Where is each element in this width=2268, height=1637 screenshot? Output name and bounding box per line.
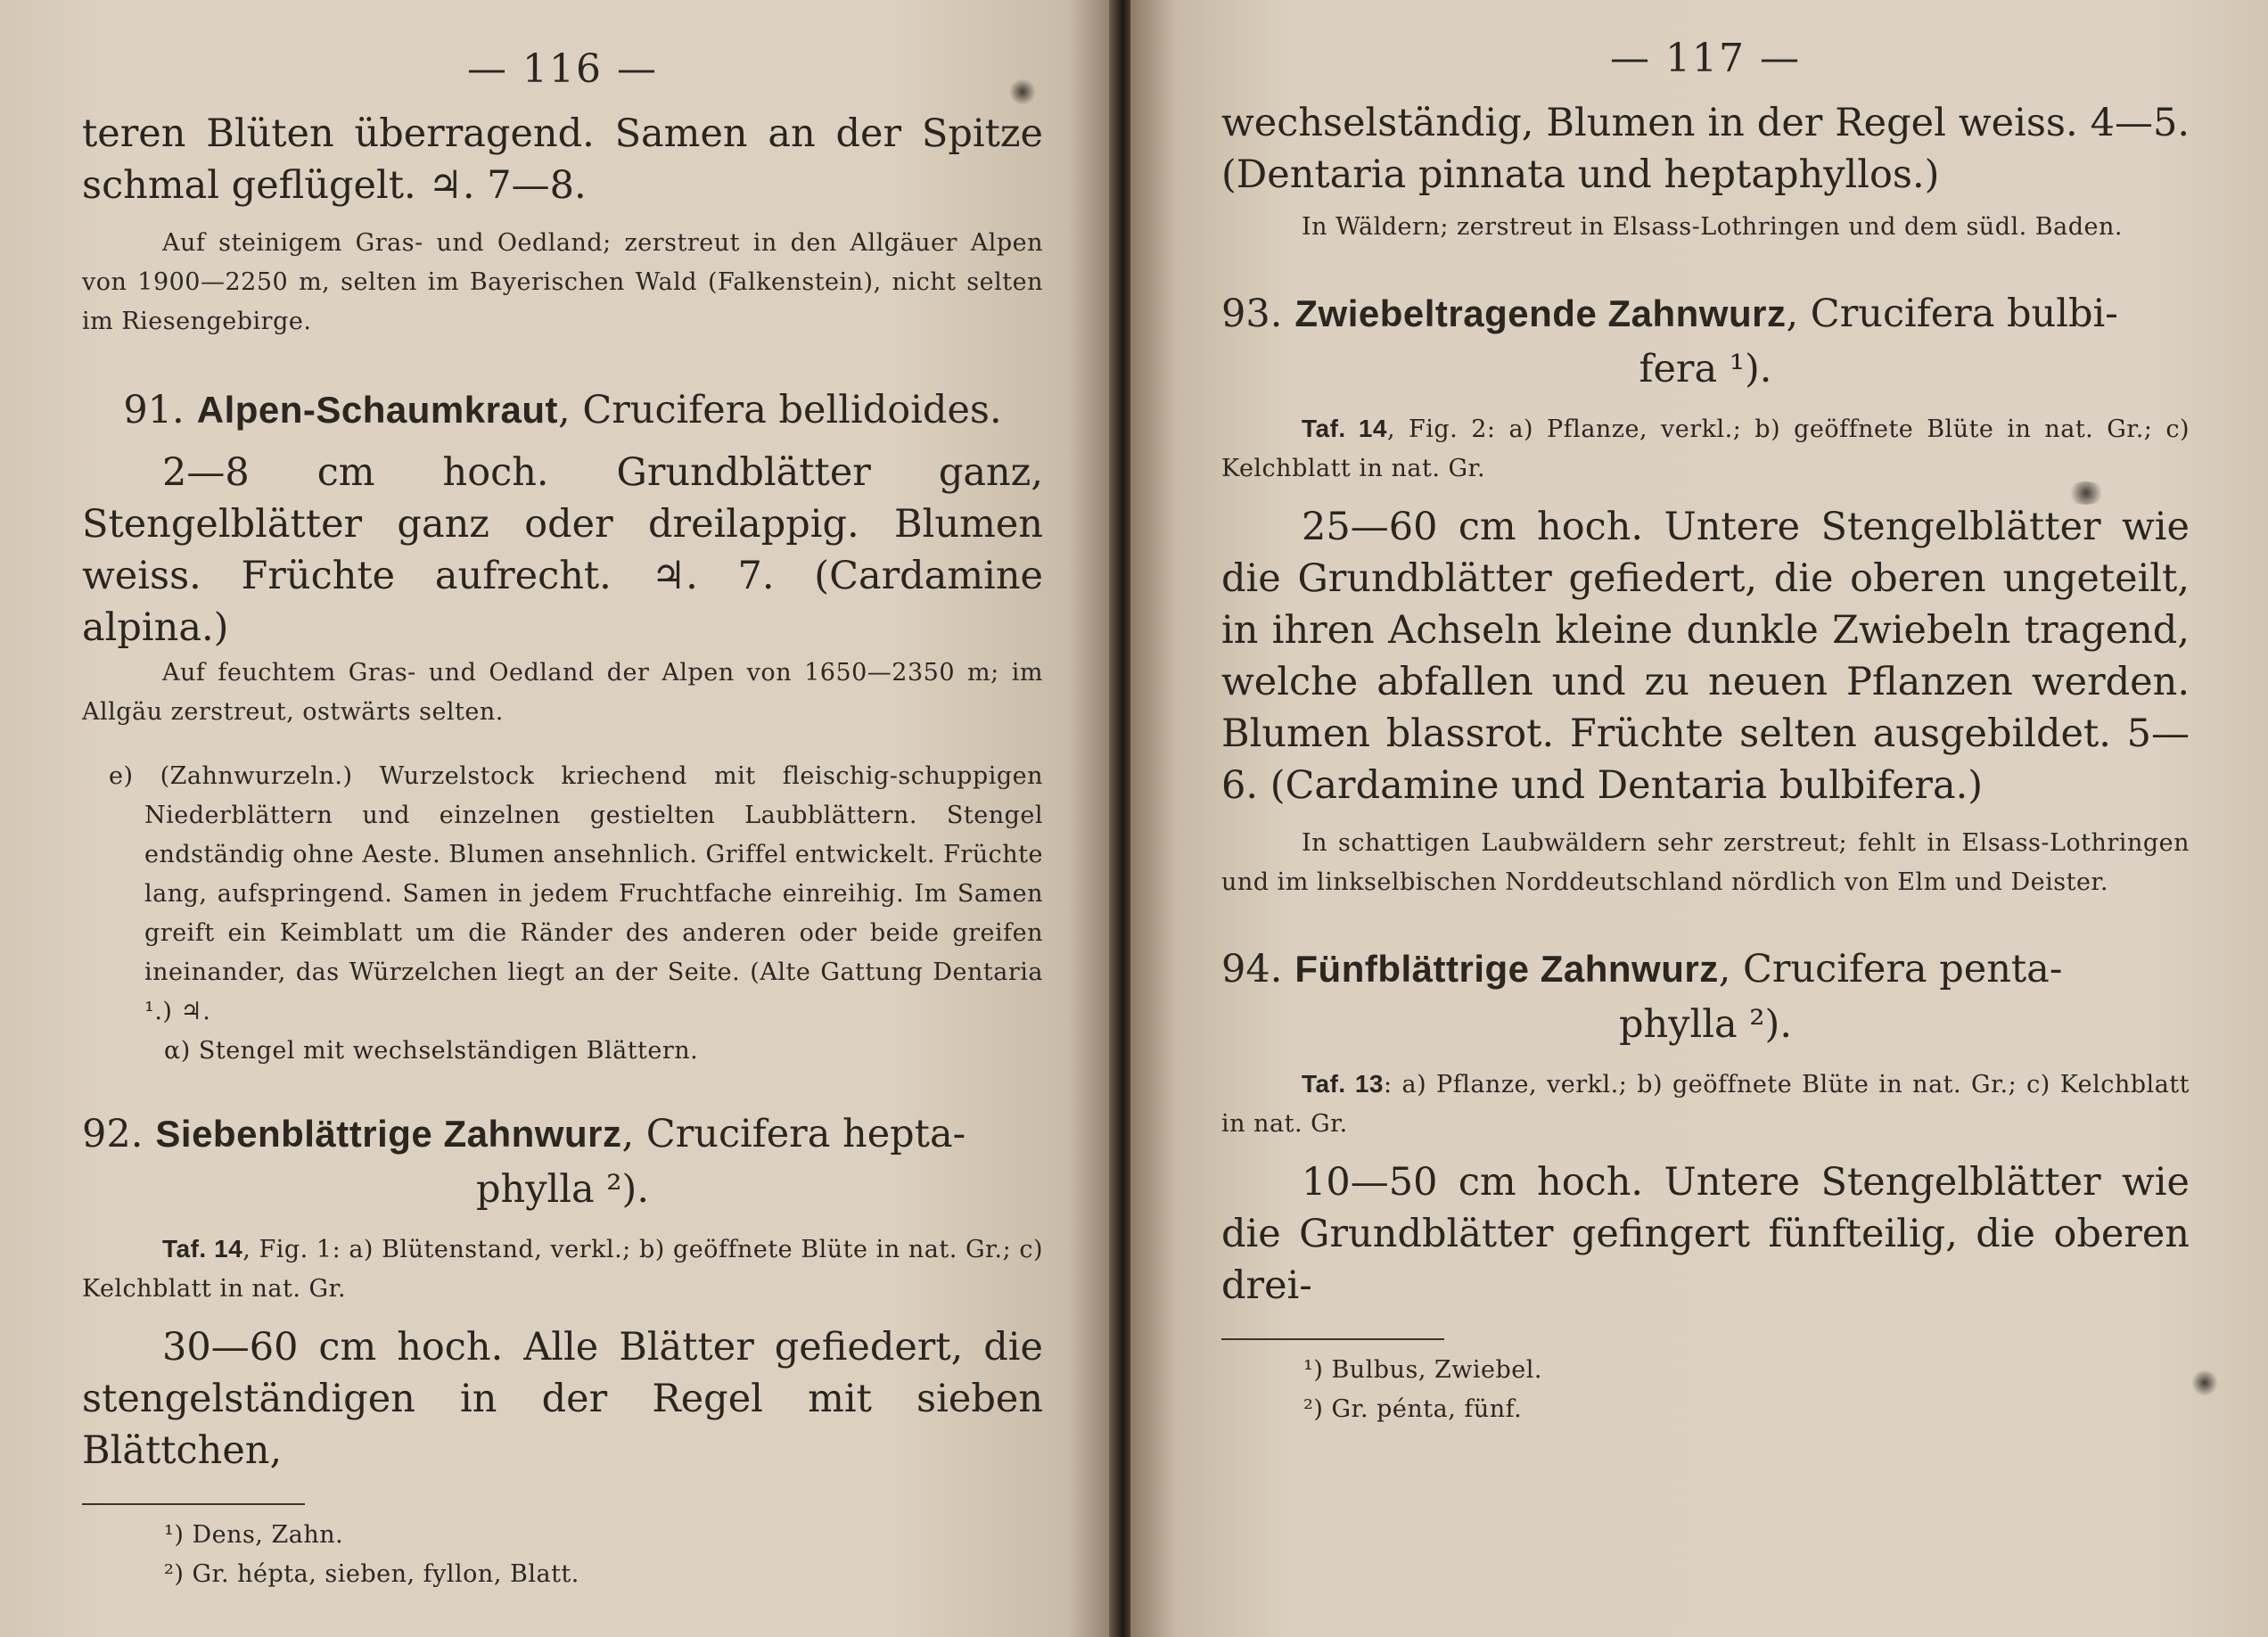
footnote-1: ¹) Dens, Zahn. [164, 1521, 344, 1549]
plate-label: Taf. 14 [1302, 415, 1387, 442]
footnote-2: ²) Gr. hépta, sieben, fyllon, Blatt. [164, 1560, 579, 1588]
ink-spot [2191, 1370, 2218, 1396]
species-name: Zwiebeltragende Zahnwurz [1294, 292, 1787, 334]
footnote-1: ¹) Bulbus, Zwiebel. [1303, 1356, 1542, 1384]
footnote-rule [82, 1503, 305, 1505]
species-description: 30—60 cm hoch. Alle Blätter gefiedert, die stengelständigen in der Regel mit sieben Blättchen, [82, 1325, 1043, 1473]
species-number: 94. [1221, 947, 1283, 991]
species-heading-92 [82, 1106, 1043, 1217]
continued-description: wechselständig, Blumen in der Regel weiss. 4—5. (Dentaria pinnata und heptaphyllos.) [1221, 101, 2190, 197]
species-heading-94 [1221, 942, 2190, 1052]
footnote-2: ²) Gr. pénta, fünf. [1303, 1395, 1523, 1423]
species-latin: , Crucifera hepta- [621, 1112, 966, 1156]
ink-spot [2067, 481, 2106, 505]
plate-label: Taf. 13 [1302, 1070, 1384, 1098]
species-name: Fünfblättrige Zahnwurz [1294, 948, 1719, 990]
species-latin: , Crucifera bulbi- [1786, 292, 2118, 336]
species-description: 10—50 cm hoch. Untere Stengelblätter wie die Grundblätter gefingert fünfteilig, die oberen drei- [1221, 1160, 2190, 1308]
plate-reference [1221, 409, 2190, 489]
left-page-column [82, 46, 1043, 1594]
species-latin-continued: phylla ²). [1618, 1002, 1792, 1047]
plate-detail: , Fig. 1: a) Blütenstand, verkl.; b) geöffnete Blüte in nat. Gr.; c) Kelchblatt in nat. Gr. [82, 1236, 1043, 1303]
plate-detail: , Fig. 2: a) Pflanze, verkl.; b) geöffnete Blüte in nat. Gr.; c) Kelchblatt in nat. Gr. [1221, 415, 2190, 482]
right-page [1130, 0, 2268, 1637]
plate-reference [82, 1230, 1043, 1309]
habitat-note: Auf feuchtem Gras- und Oedland der Alpen von 1650—2350 m; im Allgäu zerstreut, ostwärts selten. [82, 659, 1043, 726]
species-latin: , Crucifera penta- [1718, 947, 2063, 991]
species-number: 91. [123, 388, 185, 432]
species-description: 2—8 cm hoch. Grundblätter ganz, Stengelblätter ganz oder dreilappig. Blumen weiss. Früchte aufrecht. ♃. 7. (Cardamine alpina.) [82, 450, 1043, 650]
left-page [0, 0, 1113, 1637]
page-number: — 117 — [1610, 36, 1801, 81]
species-heading-91 [82, 383, 1043, 438]
page-number: — 116 — [467, 46, 658, 92]
habitat-note: Auf steinigem Gras- und Oedland; zerstreut in den Allgäuer Alpen von 1900—2250 m, selten im Bayerischen Wald (Falkenstein), nicht selten im Riesengebirge. [82, 229, 1043, 335]
species-name: Siebenblättrige Zahnwurz [155, 1113, 622, 1155]
species-latin: , Crucifera bellidoides. [557, 388, 1002, 432]
ink-spot [1009, 78, 1036, 105]
habitat-note: In schattigen Laubwäldern sehr zerstreut; fehlt in Elsass-Lothringen und im linkselbischen Norddeutschland nördlich von Elm und Deister. [1221, 829, 2190, 896]
plate-label: Taf. 14 [162, 1235, 243, 1263]
habitat-note: In Wäldern; zerstreut in Elsass-Lothringen und dem südl. Baden. [1302, 213, 2123, 241]
plate-detail: : a) Pflanze, verkl.; b) geöffnete Blüte in nat. Gr.; c) Kelchblatt in nat. Gr. [1221, 1071, 2190, 1138]
section-e-text: e) (Zahnwurzeln.) Wurzelstock kriechend mit fleischig-schuppigen Niederblättern und einzelnen gestielten Laubblättern. Stengel endständig ohne Aeste. Blumen ansehnlich. Griffel entwickelt. Früchte lang, aufspringend. Samen in jedem Fruchtfache einreihig. Im Samen greift ein Keimblatt um die Ränder des anderen oder beide greifen ineinander, das Würzelchen liegt an der Seite. (Alte Gattung Dentaria ¹.) ♃. [109, 762, 1043, 1025]
footnote-rule [1221, 1338, 1444, 1340]
subsection-alpha: α) Stengel mit wechselständigen Blättern. [164, 1037, 699, 1065]
species-number: 92. [82, 1112, 144, 1156]
species-number: 93. [1221, 292, 1283, 336]
species-heading-93 [1221, 286, 2190, 397]
species-latin-continued: fera ¹). [1639, 347, 1772, 391]
species-latin-continued: phylla ²). [475, 1167, 649, 1212]
species-name: Alpen-Schaumkraut [196, 389, 558, 431]
species-description: 25—60 cm hoch. Untere Stengelblätter wie die Grundblätter gefiedert, die oberen ungeteilt, in ihren Achseln kleine dunkle Zwiebeln tragend, welche abfallen und zu neuen Pflanzen werden. Blumen blassrot. Früchte selten ausgebildet. 5—6. (Cardamine und Dentaria bulbifera.) [1221, 505, 2190, 808]
plate-reference [1221, 1065, 2190, 1144]
right-page-column [1221, 36, 2190, 1429]
continued-description: teren Blüten überragend. Samen an der Spitze schmal geflügelt. ♃. 7—8. [82, 111, 1043, 208]
